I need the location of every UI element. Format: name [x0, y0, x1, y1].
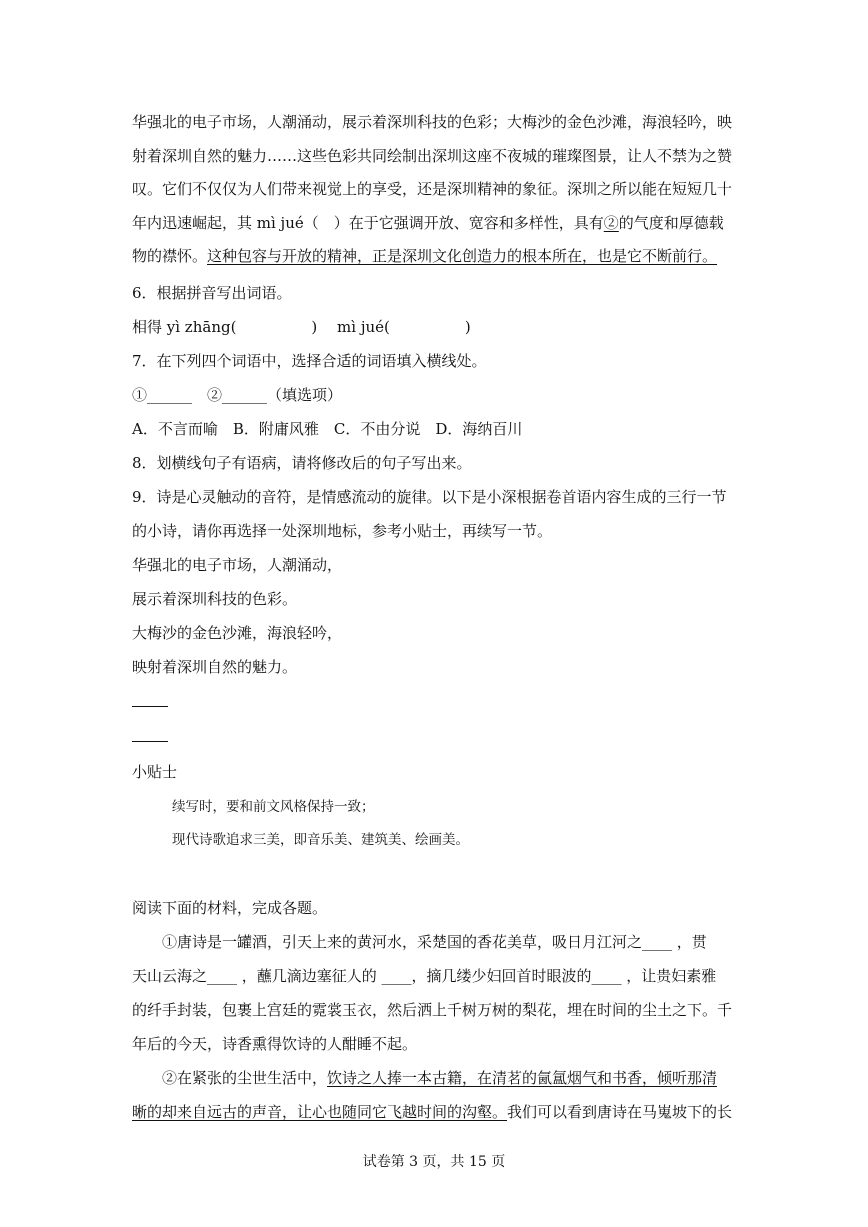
- reading-p2-line-2-text: 我们可以看到唐诗在马嵬坡下的长: [507, 1103, 733, 1121]
- tip-item-2: 现代诗歌追求三美，即音乐美、建筑美、绘画美。: [172, 832, 469, 848]
- passage-line-4: [132, 213, 724, 233]
- passage-line-4-text: 年内迅速崛起，其 mì jué（ ）在于它强调开放、宽容和多样性，具有: [132, 214, 604, 232]
- poem-line-2: 展示着深圳科技的色彩。: [132, 590, 298, 608]
- passage-line-4-tail: 的气度和厚德载: [618, 214, 724, 232]
- reading-p1-line-1: ①唐诗是一罐酒，引天上来的黄河水，采楚国的香花美草，吸日月江河之____ ，贯: [162, 933, 707, 951]
- question-6-answer-line: 相得 yì zhāng( ) mì jué( ): [132, 318, 471, 336]
- reading-p1-line-2: 天山云海之____ ，蘸几滴边塞征人的 ____，摘几缕少妇回首时眼波的____ ，让贵妇素雅: [132, 967, 717, 985]
- question-6: 6．根据拼音写出词语。: [132, 284, 292, 302]
- tips-title: 小贴士: [132, 763, 178, 781]
- reading-intro: 阅读下面的材料，完成各题。: [132, 899, 328, 917]
- question-7: 7．在下列四个词语中，选择合适的词语填入横线处。: [132, 352, 487, 370]
- tip-item-1: 续写时，要和前文风格保持一致；: [172, 799, 375, 815]
- answer-blank-line: [132, 706, 168, 707]
- reading-p2-line-2: [132, 1102, 732, 1122]
- poem-line-4: 映射着深圳自然的魅力。: [132, 658, 298, 676]
- reading-p1-line-4: 年后的今天，诗香熏得饮诗的人酣睡不起。: [132, 1035, 418, 1053]
- question-9-line-2: 的小诗，请你再选择一处深圳地标，参考小贴士，再续写一节。: [132, 522, 553, 540]
- passage-line-5-text: 物的襟怀。: [132, 247, 208, 265]
- passage-line-2: 射着深圳自然的魅力……这些色彩共同绘制出深圳这座不夜城的璀璨图景，让人不禁为之赞: [132, 147, 733, 165]
- question-9-line-1: 9．诗是心灵触动的音符，是情感流动的旋律。以下是小深根据卷首语内容生成的三行一节: [132, 488, 727, 506]
- poem-line-3: 大梅沙的金色沙滩，海浪轻吟，: [132, 624, 343, 642]
- question-7-blanks: ①______ ②______（填选项）: [132, 386, 343, 404]
- reading-p2-line-1-text: ②在紧张的尘世生活中，: [162, 1069, 328, 1087]
- passage-line-5: [132, 246, 717, 266]
- reading-p2-line-1: [162, 1068, 717, 1088]
- blank-marker-2: ②: [603, 214, 619, 232]
- page-footer: 试卷第 3 页，共 15 页: [362, 1154, 506, 1170]
- passage-line-3: 叹。它们不仅仅为人们带来视觉上的享受，还是深圳精神的象征。深圳之所以能在短短几十: [132, 180, 733, 198]
- passage-line-1: 华强北的电子市场，人潮涌动，展示着深圳科技的色彩；大梅沙的金色沙滩，海浪轻吟，映: [132, 113, 733, 131]
- reading-p1-line-3: 的纤手封装，包裹上宫廷的霓裳玉衣，然后洒上千树万树的梨花，埋在时间的尘土之下。千: [132, 1001, 733, 1019]
- underlined-sentence: 饮诗之人捧一本古籍，在清茗的氤氲烟气和书香，倾听那清: [327, 1069, 718, 1087]
- question-8: 8．划横线句子有语病，请将修改后的句子写出来。: [132, 454, 472, 472]
- question-7-options: A．不言而喻 B．附庸风雅 C．不由分说 D．海纳百川: [132, 420, 523, 438]
- poem-line-1: 华强北的电子市场，人潮涌动，: [132, 556, 343, 574]
- underlined-sentence: 这种包容与开放的精神，正是深圳文化创造力的根本所在，也是它不断前行。: [207, 247, 718, 265]
- answer-blank-line: [132, 741, 168, 742]
- underlined-sentence: 晰的却来自远古的声音，让心也随同它飞越时间的沟壑。: [132, 1103, 508, 1121]
